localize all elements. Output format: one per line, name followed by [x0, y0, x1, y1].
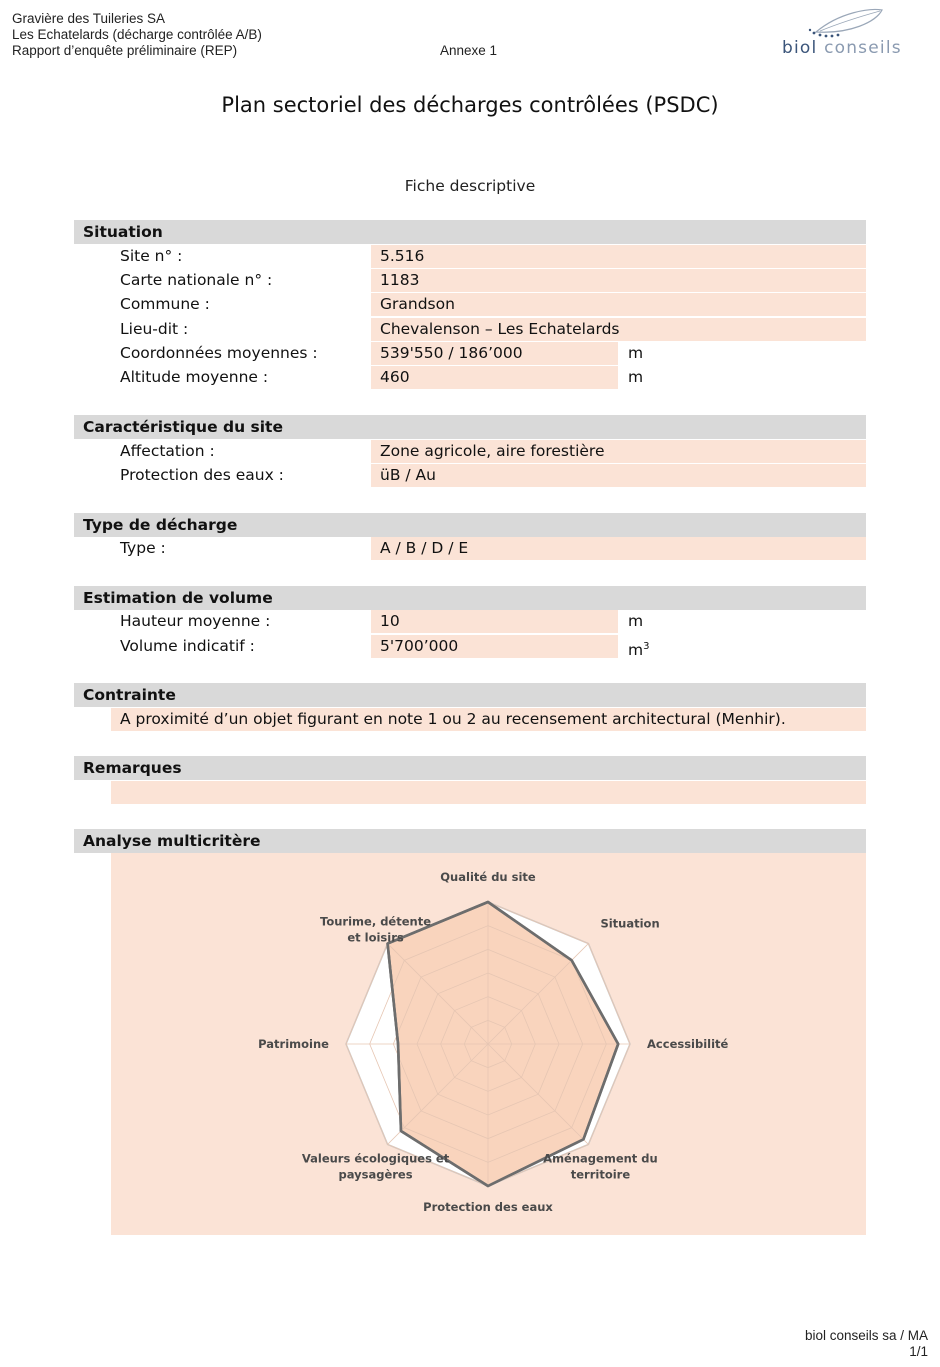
document-header	[12, 11, 262, 59]
section-analyse	[74, 829, 866, 853]
protection-value: üB / Au	[371, 464, 866, 487]
logo-text-bold: biol	[782, 38, 818, 58]
commune-label: Commune :	[120, 295, 210, 313]
footer-author: biol conseils sa / MA	[804, 1328, 928, 1343]
radar-chart-panel	[111, 853, 866, 1235]
remarques-text	[111, 781, 866, 804]
hauteur-label: Hauteur moyenne :	[120, 612, 271, 630]
section-situation	[74, 220, 866, 244]
footer-page: 1/1	[909, 1344, 928, 1359]
company-logo	[780, 8, 900, 62]
hauteur-value: 10	[371, 610, 618, 633]
section-caracteristique	[74, 415, 866, 439]
site-label: Site n° :	[120, 247, 183, 265]
alt-value: 460	[371, 366, 618, 389]
section-remarques	[74, 756, 866, 780]
section-contrainte	[74, 683, 866, 707]
section-volume	[74, 586, 866, 610]
radar-axis-label: Valeurs écologiques et paysagères	[301, 1151, 450, 1182]
volume-value: 5'700’000	[371, 635, 618, 658]
lieu-value: Chevalenson – Les Echatelards	[371, 318, 866, 341]
section-heading: Analyse multicritère	[83, 832, 261, 850]
report-name: Rapport d’enquête préliminaire (REP)	[12, 43, 238, 58]
radar-axis-label: Patrimoine	[258, 1037, 329, 1051]
alt-unit: m	[628, 368, 644, 386]
coord-value: 539'550 / 186’000	[371, 342, 618, 365]
section-type-decharge	[74, 513, 866, 537]
type-label: Type :	[120, 539, 166, 557]
section-heading: Caractéristique du site	[83, 418, 283, 436]
document-footer	[805, 1328, 928, 1360]
coord-label: Coordonnées moyennes :	[120, 344, 318, 362]
section-heading: Type de décharge	[83, 516, 238, 534]
logo-text-light: conseils	[824, 38, 902, 58]
affectation-value: Zone agricole, aire forestière	[371, 440, 866, 463]
volume-label: Volume indicatif :	[120, 637, 255, 655]
section-heading: Situation	[83, 223, 163, 241]
protection-label: Protection des eaux :	[120, 466, 284, 484]
commune-value: Grandson	[371, 293, 866, 316]
type-value: A / B / D / E	[371, 537, 866, 560]
carte-value: 1183	[371, 269, 866, 292]
page-title: Plan sectoriel des décharges contrôlées (PSDC)	[221, 93, 719, 117]
radar-axis-label: Qualité du site	[440, 869, 536, 884]
coord-unit: m	[628, 344, 644, 362]
section-heading: Contrainte	[83, 686, 176, 704]
hauteur-unit: m	[628, 612, 644, 630]
section-heading: Remarques	[83, 759, 182, 777]
carte-label: Carte nationale n° :	[120, 271, 273, 289]
page-subtitle: Fiche descriptive	[404, 177, 536, 195]
volume-unit: $m^3$	[628, 641, 650, 660]
contrainte-text: A proximité d’un objet figurant en note 1 ou 2 au recensement architectural (Menhir).	[111, 708, 866, 731]
radar-axis-label: Situation	[600, 916, 660, 931]
radar-axis-label: Accessibilité	[647, 1037, 729, 1051]
alt-label: Altitude moyenne :	[120, 368, 269, 386]
radar-axis-label: Tourime, détente et loisirs	[320, 914, 432, 945]
leaf-icon	[780, 8, 900, 42]
project-name: Les Echatelards (décharge contrôlée A/B)	[12, 27, 262, 42]
radar-axis-label: Aménagement du territoire	[543, 1151, 658, 1182]
site-value: 5.516	[371, 245, 866, 268]
section-heading: Estimation de volume	[83, 589, 273, 607]
radar-chart	[111, 853, 866, 1235]
radar-axis-label: Protection des eaux	[423, 1200, 553, 1215]
annex-label: Annexe 1	[440, 43, 498, 58]
lieu-label: Lieu-dit :	[120, 320, 189, 338]
affectation-label: Affectation :	[120, 442, 215, 460]
company-name: Gravière des Tuileries SA	[12, 11, 166, 26]
